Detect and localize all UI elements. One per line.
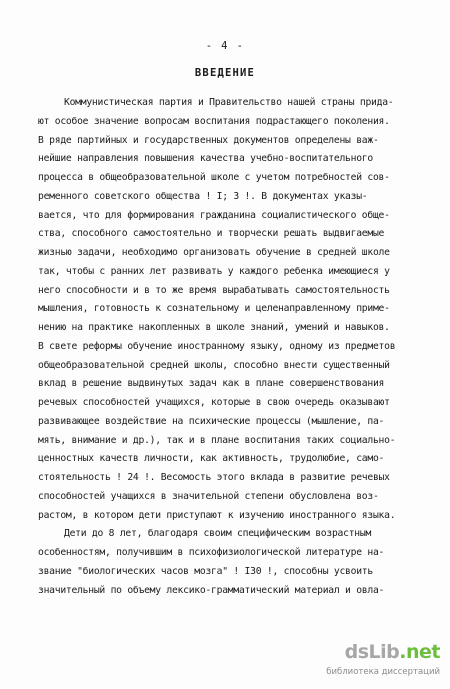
text-line: ременного советского общества ! I; 3 !. В документах указы- [38,190,368,202]
text-line: процесса в общеобразовательной школе с учетом потребностей сов- [38,172,390,183]
text-line: вается, что для формирования гражданина социалистического обще- [38,209,390,221]
text-line: ства, способного самостоятельно и творчески решать выдвигаемые [38,228,385,240]
text-line: Коммунистическая партия и Правительство нашей страны прида- [64,97,394,108]
watermark-caption: библиотека диссертаций [326,667,440,677]
text-line: общеобразовательной средней школы, способно внести существенный [38,359,390,371]
text-line: речевых способностей учащихся, которые в свою очередь оказывают [38,397,390,408]
text-line: значительный по объему лексико-грамматический материал и овла- [38,584,385,596]
text-line: В ряде партийных и государственных документов определены важ- [38,134,379,146]
section-heading: ВВЕДЕНИЕ [194,67,256,79]
watermark-logo-prefix: dsLib [344,641,400,663]
text-line: нению на практике накопленных в школе знаний, умений и навыков. [38,322,390,333]
text-line: мышления, готовность к сознательному и целенаправленному приме- [38,303,390,315]
text-line: растом, в котором дети приступают к изучению иностранного языка. [38,509,396,521]
text-line: стоятельность ! 24 !. Весомость этого вклада в развитие речевых [38,472,390,483]
text-line: так, чтобы с ранних лет развивать у каждого ребенка имеющиеся у [38,265,390,277]
page-number: - 4 - [205,40,245,52]
text-line: вклад в решение выдвинутых задач как в плане совершенствования [38,378,385,390]
text-line: ценностных качеств личности, как активность, трудолюбие, само- [38,453,385,465]
text-line: него способности и в то же время вырабатывать самостоятельность [38,284,390,296]
text-line: Дети до 8 лет, благодаря своим специфическим возрастным [64,528,372,540]
text-line: В свете реформы обучение иностранному языку, одному из предметов [38,340,396,352]
text-line: ют особое значение вопросам воспитания подрастающего поколения. [38,115,390,127]
text-line: способностей учащихся в значительной степени обусловлена воз- [38,490,379,502]
text-line: мять, внимание и др.), так и в плане воспитания таких социально- [38,434,396,446]
watermark-logo-suffix: .net [399,641,440,663]
text-line: нейшие направления повышения качества учебно-воспитательного [38,153,373,165]
watermark [326,641,440,681]
text-line: особенностям, получившим в психофизиологической литературе на- [38,547,385,558]
text-line: жизнью задачи, необходимо организовать обучение в средней школе [38,247,390,258]
text-line: развивающее воздействие на психические процессы (мышление, па- [38,415,385,427]
body-text [38,94,443,600]
watermark-logo [345,641,440,663]
text-line: звание "биологических часов мозга" ! I30 !, способны усвоить [38,565,373,577]
